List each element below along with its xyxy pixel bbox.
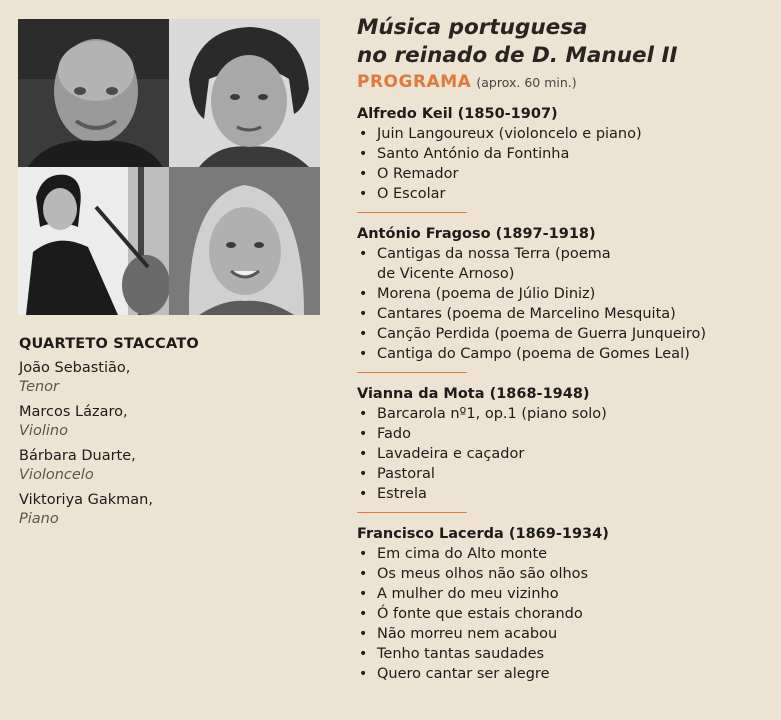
member-role: Piano [19,511,59,527]
work-item: • A mulher do meu vizinho [357,584,777,604]
work-item: • Fado [357,424,777,444]
work-item: • Santo António da Fontinha [357,144,777,164]
member-role: Violoncelo [19,467,94,483]
concert-title [357,14,777,70]
section-divider [357,212,467,213]
works-list [357,124,777,204]
concert-title-line2: no reinado de D. Manuel II [357,43,678,68]
composer-name: Francisco Lacerda (1869-1934) [357,526,609,542]
work-item-continuation: de Vicente Arnoso) [377,266,515,282]
work-item: • Canção Perdida (poema de Guerra Junqueiro) [357,324,777,344]
member-name: Bárbara Duarte, [19,448,136,464]
work-item: • Lavadeira e caçador [357,444,777,464]
ensemble-name: QUARTETO STACCATO [19,336,199,352]
performer-photo-collage [18,19,320,315]
work-item: • Barcarola nº1, op.1 (piano solo) [357,404,777,424]
ensemble-section [19,336,319,535]
composer-name: Alfredo Keil (1850-1907) [357,106,558,122]
photo-cellist [18,167,169,315]
work-item: • Morena (poema de Júlio Diniz) [357,284,777,304]
composer-name: António Fragoso (1897-1918) [357,226,596,242]
work-item: • Os meus olhos não são olhos [357,564,777,584]
works-list [357,244,777,364]
member [19,447,319,485]
composer-block [357,224,777,364]
works-list [357,404,777,504]
member-name: Viktoriya Gakman, [19,492,153,508]
composer-block [357,384,777,504]
work-item: • Juin Langoureux (violoncelo e piano) [357,124,777,144]
composer-block [357,524,777,684]
section-divider [357,372,467,373]
work-item: • Cantares (poema de Marcelino Mesquita) [357,304,777,324]
work-item: • Cantiga do Campo (poema de Gomes Leal) [357,344,777,364]
composer-block [357,104,777,204]
program-label: PROGRAMA [357,72,472,92]
composer-name: Vianna da Mota (1868-1948) [357,386,590,402]
member [19,491,319,529]
member [19,403,319,441]
work-item: • Pastoral [357,464,777,484]
member-name: Marcos Lázaro, [19,404,128,420]
work-item: • Estrela [357,484,777,504]
member-role: Violino [19,423,68,439]
work-item: • Tenho tantas saudades [357,644,777,664]
program-heading [357,71,777,94]
work-item: • Não morreu nem acabou [357,624,777,644]
work-item: • O Escolar [357,184,777,204]
concert-title-line1: Música portuguesa [357,15,588,40]
photo-violinist [169,19,320,167]
program-duration: (aprox. 60 min.) [476,75,577,90]
member-role: Tenor [19,379,60,395]
work-item: • O Remador [357,164,777,184]
work-item: • Ó fonte que estais chorando [357,604,777,624]
work-item: • Quero cantar ser alegre [357,664,777,684]
member [19,359,319,397]
work-item: • Em cima do Alto monte [357,544,777,564]
member-name: João Sebastião, [19,360,131,376]
photo-pianist [169,167,320,315]
work-item-line: Cantigas da nossa Terra (poema [377,246,611,262]
section-divider [357,512,467,513]
work-item [357,244,777,284]
photo-tenor [18,19,169,167]
program-section [357,14,777,684]
works-list [357,544,777,684]
